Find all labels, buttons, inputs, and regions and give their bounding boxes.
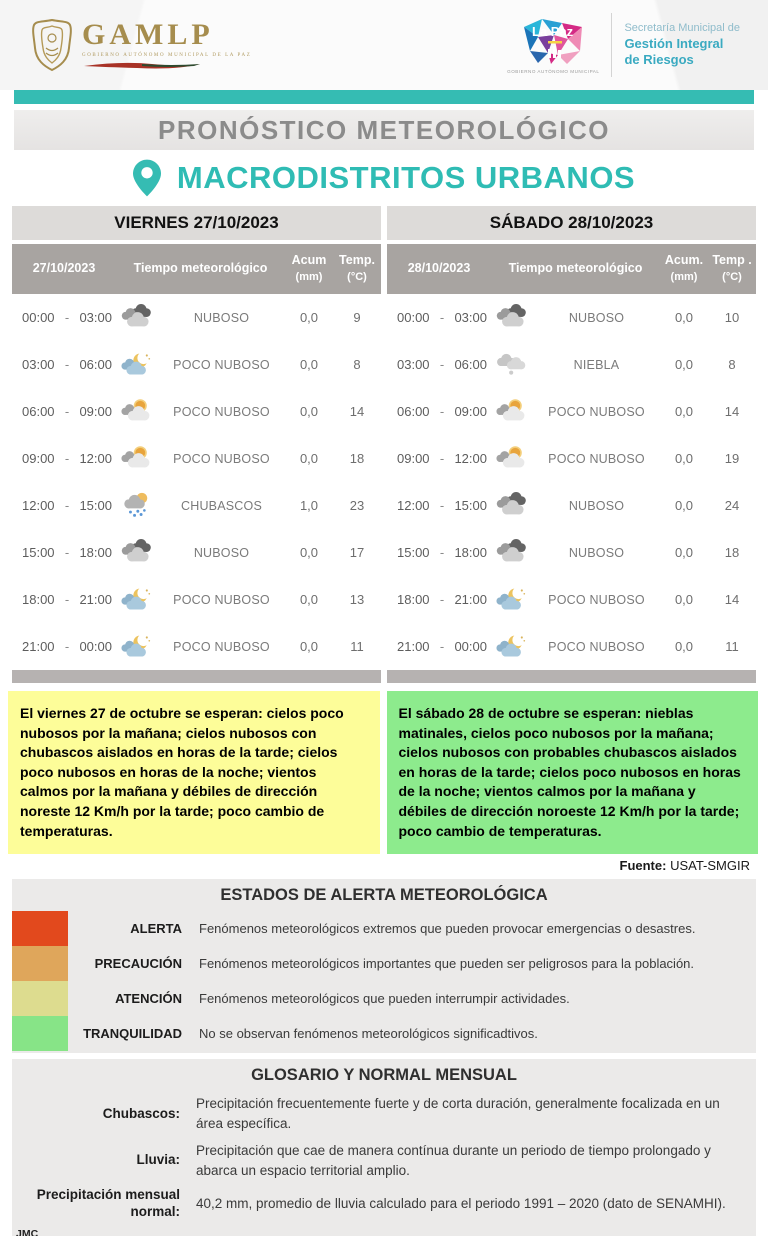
gamlp-crest-icon	[30, 18, 74, 72]
precipitation-value: 1,0	[299, 498, 319, 513]
time-range: 21:00 - 00:00	[22, 639, 112, 654]
lapaz-mosaic-icon	[520, 17, 586, 67]
glossary-definition: 40,2 mm, promedio de lluvia calculado para el periodo 1991 – 2020 (dato de SENAMHI).	[196, 1195, 726, 1211]
forecast-row	[387, 482, 756, 529]
temperature-value: 13	[349, 592, 365, 607]
alert-level-label: ATENCIÓN	[115, 991, 182, 1007]
temperature-value: 14	[349, 404, 365, 419]
col-tiempo: Tiempo meteorológico	[508, 261, 643, 276]
glossary-panel	[12, 1059, 756, 1236]
precipitation-value: 0,0	[674, 592, 694, 607]
col-date: 28/10/2023	[407, 261, 471, 276]
condition-label: POCO NUBOSO	[548, 639, 645, 654]
condition-label: POCO NUBOSO	[548, 404, 645, 419]
alert-level-row	[12, 946, 756, 981]
alert-color-swatch	[12, 981, 68, 1016]
condition-label: NUBOSO	[568, 310, 625, 325]
fog-weather-icon	[491, 350, 533, 379]
source-line	[18, 858, 750, 873]
night-weather-icon	[116, 585, 158, 614]
time-range: 18:00 - 21:00	[22, 592, 112, 607]
summary-saturday: El sábado 28 de octubre se esperan: nieblas matinales, cielos poco nubosos por la mañana; cielos nubosos con probables chubascos aislados en horas de la tarde; cielos poco nubosos en horas de la noche; vientos calmos por la mañana y débiles de dirección noroeste 12 Km/h por la tarde; poco cambio de temperaturas.	[387, 691, 759, 854]
temperature-value: 17	[349, 545, 365, 560]
condition-label: CHUBASCOS	[181, 498, 262, 513]
time-range: 06:00 - 09:00	[397, 404, 487, 419]
temperature-value: 14	[724, 592, 740, 607]
col-temp: Temp . (°C)	[712, 253, 752, 283]
condition-label: POCO NUBOSO	[548, 451, 645, 466]
day-header-friday: VIERNES 27/10/2023	[12, 206, 381, 240]
night-weather-icon	[116, 350, 158, 379]
forecast-row	[387, 623, 756, 670]
document-header	[0, 0, 768, 90]
day-weather-icon	[491, 397, 533, 426]
cloudy-weather-icon	[491, 303, 533, 332]
forecast-row	[387, 435, 756, 482]
table-footer-bar	[387, 670, 756, 683]
cloudy-weather-icon	[491, 491, 533, 520]
teal-divider-bar	[14, 90, 754, 104]
alert-level-row	[12, 981, 756, 1016]
gamlp-subtitle: GOBIERNO AUTÓNOMO MUNICIPAL DE LA PAZ	[82, 53, 252, 58]
precipitation-value: 0,0	[299, 310, 319, 325]
day-weather-icon	[491, 444, 533, 473]
alert-level-row	[12, 1016, 756, 1051]
precipitation-value: 0,0	[299, 451, 319, 466]
time-range: 03:00 - 06:00	[22, 357, 112, 372]
department-name: Secretaría Municipal de Gestión Integral de Riesgos	[624, 21, 740, 67]
forecast-row	[12, 482, 381, 529]
alerts-title: ESTADOS DE ALERTA METEOROLÓGICA	[220, 886, 548, 905]
showers-weather-icon	[116, 491, 158, 520]
condition-label: NUBOSO	[193, 545, 250, 560]
lapaz-logo	[507, 17, 599, 74]
condition-label: POCO NUBOSO	[173, 639, 270, 654]
time-range: 09:00 - 12:00	[397, 451, 487, 466]
gamlp-logo	[30, 18, 251, 72]
gamlp-ribbon-icon	[82, 61, 202, 70]
temperature-value: 18	[349, 451, 365, 466]
precipitation-value: 0,0	[299, 404, 319, 419]
col-date: 27/10/2023	[32, 261, 96, 276]
source-value: USAT-SMGIR	[666, 858, 750, 874]
forecast-row	[12, 529, 381, 576]
alert-level-label: TRANQUILIDAD	[83, 1026, 182, 1042]
svg-text:La Paz: La Paz	[532, 23, 574, 39]
forecast-row	[12, 435, 381, 482]
glossary-title: GLOSARIO Y NORMAL MENSUAL	[251, 1066, 517, 1085]
alert-level-description: Fenómenos meteorológicos extremos que pueden provocar emergencias o desastres.	[199, 921, 696, 937]
condition-label: POCO NUBOSO	[173, 404, 270, 419]
condition-label: NIEBLA	[573, 357, 620, 372]
alert-level-row	[12, 911, 756, 946]
glossary-term: Precipitación mensual normal:	[36, 1187, 180, 1220]
source-label: Fuente:	[619, 858, 667, 874]
col-temp: Temp. (°C)	[339, 253, 375, 283]
temperature-value: 8	[353, 357, 361, 372]
alert-color-swatch	[12, 946, 68, 981]
time-range: 21:00 - 00:00	[397, 639, 487, 654]
condition-label: POCO NUBOSO	[173, 451, 270, 466]
summary-friday: El viernes 27 de octubre se esperan: cielos poco nubosos por la mañana; cielos nubosos con chubascos aislados en horas de la tarde; cielos poco nubosos en horas de la noche; vientos calmos por la mañana y débiles de dirección noreste 12 Km/h por la tarde; poco cambio de temperaturas.	[8, 691, 380, 854]
precipitation-value: 0,0	[674, 639, 694, 654]
forecast-summaries	[8, 691, 758, 854]
precipitation-value: 0,0	[299, 357, 319, 372]
forecast-row	[12, 623, 381, 670]
alert-level-label: PRECAUCIÓN	[94, 956, 182, 972]
precipitation-value: 0,0	[674, 404, 694, 419]
cloudy-weather-icon	[491, 538, 533, 567]
forecast-tables	[12, 206, 756, 683]
glossary-row	[12, 1138, 756, 1185]
col-acum: Acum (mm)	[291, 253, 327, 283]
condition-label: NUBOSO	[568, 545, 625, 560]
table-body	[12, 294, 381, 670]
table-header-row	[12, 244, 381, 294]
forecast-row	[12, 388, 381, 435]
cloudy-weather-icon	[116, 303, 158, 332]
day-header-saturday: SÁBADO 28/10/2023	[387, 206, 756, 240]
forecast-table-saturday	[387, 206, 756, 683]
forecast-row	[387, 388, 756, 435]
table-body	[387, 294, 756, 670]
glossary-row	[12, 1184, 756, 1224]
night-weather-icon	[491, 632, 533, 661]
precipitation-value: 0,0	[674, 357, 694, 372]
cloudy-weather-icon	[116, 538, 158, 567]
page-title: PRONÓSTICO METEOROLÓGICO	[157, 114, 610, 145]
author-initials: JMC	[16, 1227, 39, 1236]
alert-level-description: Fenómenos meteorológicos que pueden interrumpir actividades.	[199, 991, 570, 1007]
condition-label: NUBOSO	[193, 310, 250, 325]
forecast-row	[387, 341, 756, 388]
subtitle-row	[0, 150, 768, 206]
forecast-row	[387, 576, 756, 623]
temperature-value: 9	[353, 310, 361, 325]
alert-level-description: Fenómenos meteorológicos importantes que pueden ser peligrosos para la población.	[199, 956, 695, 972]
forecast-row	[387, 294, 756, 341]
forecast-row	[387, 529, 756, 576]
glossary-row	[12, 1091, 756, 1138]
time-range: 00:00 - 03:00	[397, 310, 487, 325]
alert-level-label: ALERTA	[130, 921, 182, 937]
forecast-row	[12, 294, 381, 341]
time-range: 03:00 - 06:00	[397, 357, 487, 372]
time-range: 18:00 - 21:00	[397, 592, 487, 607]
title-band	[14, 110, 754, 150]
temperature-value: 24	[724, 498, 740, 513]
header-divider	[611, 13, 612, 77]
temperature-value: 18	[724, 545, 740, 560]
glossary-definition: Precipitación que cae de manera contínua durante un periodo de tiempo prolongado y abarca un espacio territorial amplio.	[196, 1142, 711, 1178]
condition-label: POCO NUBOSO	[173, 592, 270, 607]
temperature-value: 19	[724, 451, 740, 466]
forecast-table-friday	[12, 206, 381, 683]
condition-label: POCO NUBOSO	[548, 592, 645, 607]
glossary-definition: Precipitación frecuentemente fuerte y de corta duración, generalmente focalizada en un área específica.	[196, 1096, 720, 1132]
precipitation-value: 0,0	[674, 498, 694, 513]
alert-color-swatch	[12, 911, 68, 946]
glossary-term: Chubascos:	[102, 1105, 180, 1121]
time-range: 00:00 - 03:00	[22, 310, 112, 325]
page-subtitle: MACRODISTRITOS URBANOS	[176, 160, 636, 195]
precipitation-value: 0,0	[674, 451, 694, 466]
day-weather-icon	[116, 444, 158, 473]
night-weather-icon	[491, 585, 533, 614]
time-range: 12:00 - 15:00	[22, 498, 112, 513]
alert-level-description: No se observan fenómenos meteorológicos significadtivos.	[199, 1026, 538, 1042]
glossary-term: Lluvia:	[136, 1152, 180, 1168]
time-range: 09:00 - 12:00	[22, 451, 112, 466]
temperature-value: 10	[724, 310, 740, 325]
condition-label: POCO NUBOSO	[173, 357, 270, 372]
forecast-row	[12, 341, 381, 388]
precipitation-value: 0,0	[674, 310, 694, 325]
location-pin-icon	[133, 159, 161, 197]
time-range: 12:00 - 15:00	[397, 498, 487, 513]
time-range: 15:00 - 18:00	[22, 545, 112, 560]
forecast-row	[12, 576, 381, 623]
night-weather-icon	[116, 632, 158, 661]
temperature-value: 8	[728, 357, 736, 372]
gamlp-acronym: GAMLP	[82, 18, 214, 51]
time-range: 06:00 - 09:00	[22, 404, 112, 419]
temperature-value: 14	[724, 404, 740, 419]
temperature-value: 11	[725, 639, 739, 654]
temperature-value: 23	[349, 498, 365, 513]
alert-color-swatch	[12, 1016, 68, 1051]
alert-states-panel	[12, 879, 756, 1053]
precipitation-value: 0,0	[299, 545, 319, 560]
condition-label: NUBOSO	[568, 498, 625, 513]
temperature-value: 11	[350, 639, 364, 654]
col-tiempo: Tiempo meteorológico	[133, 261, 268, 276]
precipitation-value: 0,0	[299, 639, 319, 654]
col-acum: Acum. (mm)	[664, 253, 704, 283]
time-range: 15:00 - 18:00	[397, 545, 487, 560]
table-footer-bar	[12, 670, 381, 683]
precipitation-value: 0,0	[674, 545, 694, 560]
table-header-row	[387, 244, 756, 294]
day-weather-icon	[116, 397, 158, 426]
lapaz-logo-subtitle: GOBIERNO AUTÓNOMO MUNICIPAL	[507, 68, 600, 74]
precipitation-value: 0,0	[299, 592, 319, 607]
